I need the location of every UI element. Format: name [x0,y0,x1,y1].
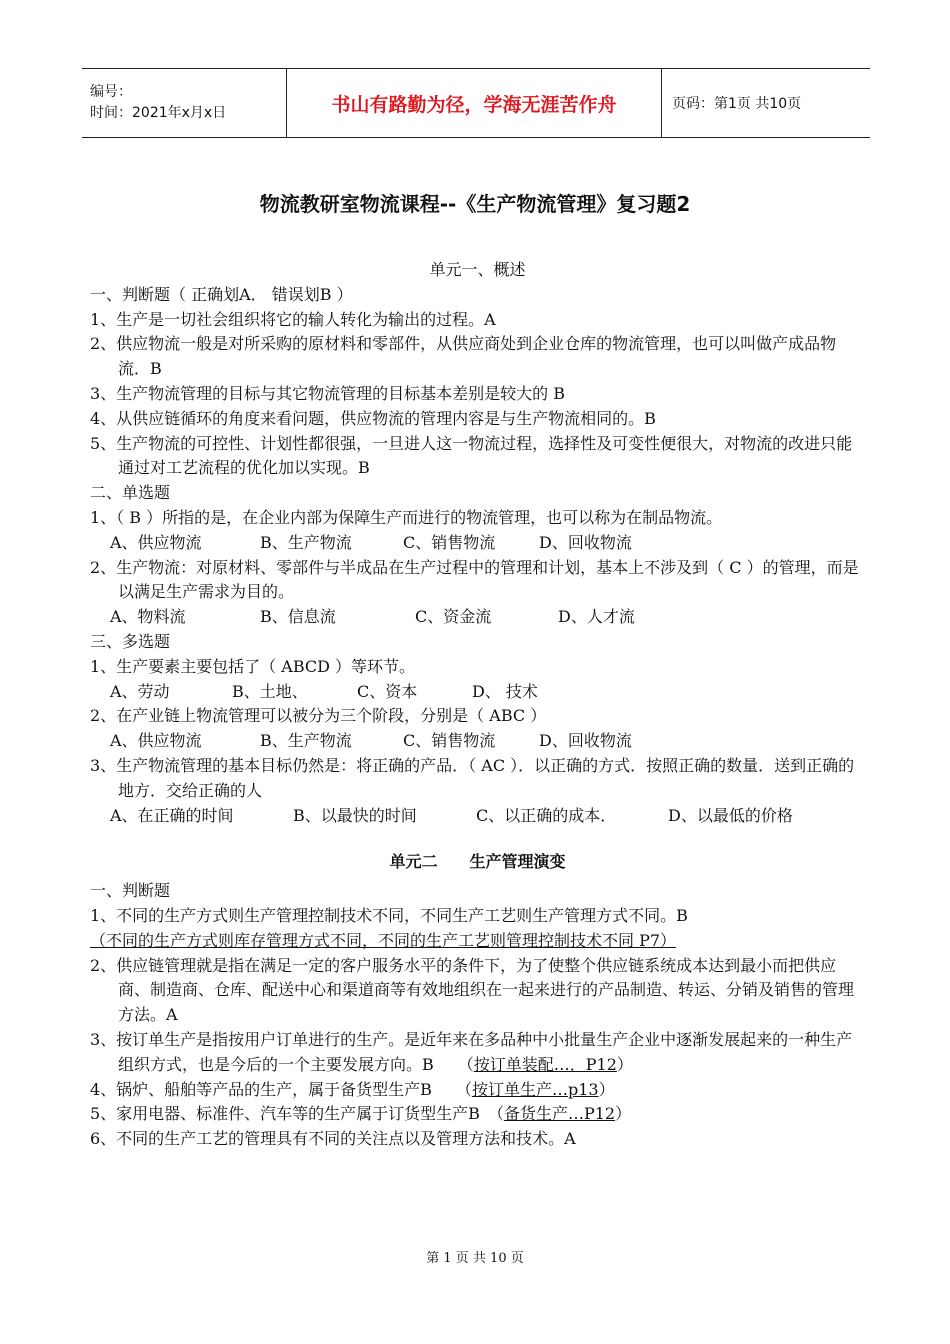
unit1-heading: 单元一、概述 [429,260,526,279]
multi-question-2: 2、在产业链上物流管理可以被分为三个阶段，分别是（ ABC ） [90,706,547,726]
single-question-2: 2、生产物流：对原材料、零部件与半成品在生产过程中的管理和计划，基本上不涉及到（ C ）的管理，而是以满足生产需求为目的。 [90,557,859,602]
date-line: 时间：2021年x月x日 [90,105,227,121]
judge-item-2: 2、供应物流一般是对所采购的原材料和零部件，从供应商处到企业仓库的物流管理，也可以叫做产成品物流．B [90,334,837,379]
option: C、销售物流 [403,731,496,751]
judge-item-1: 1、生产是一切社会组织将它的输人转化为输出的过程。A [90,309,496,329]
option: C、资本 [357,681,418,701]
unit2-item-5-note: 备货生产…P12 [503,1104,616,1124]
unit2-item-1-note: （不同的生产方式则库存管理方式不同，不同的生产工艺则管理控制技术不同 P7） [90,930,677,950]
multi-q3-options [90,804,865,829]
unit2-item-4: 4、锅炉、船舶等产品的生产，属于备货型生产B （按订单生产…p13） [90,1079,615,1099]
option: B、以最快的时间 [293,805,417,825]
multi-question-3: 3、生产物流管理的基本目标仍然是：将正确的产品．（ AC ）．以正确的方式．按照正确的数量．送到正确的地方．交给正确的人 [90,755,855,800]
page-footer: 第 1 页 共 10 页 [426,1251,524,1266]
option: C、以正确的成本． [476,805,617,825]
option: B、生产物流 [260,532,352,552]
option: B、土地、 [232,681,308,701]
header-motto-cell [287,69,662,137]
option: C、销售物流 [403,532,496,552]
document-body [90,258,865,1152]
unit2-heading-number: 单元二 [389,852,438,872]
option: B、生产物流 [260,731,352,751]
page-header [82,68,870,138]
multi-q1-options [90,680,865,705]
judge-item-3: 3、生产物流管理的目标与其它物流管理的目标基本差别是较大的 B [90,383,566,403]
multi-q2-options [90,729,865,754]
option: D、回收物流 [539,731,632,751]
option: A、供应物流 [110,731,202,751]
unit2-item-5: 5、家用电器、标准件、汽车等的生产属于订货型生产B （备货生产…P12） [90,1104,632,1124]
single-question-1: 1、（ B ）所指的是，在企业内部为保障生产而进行的物流管理，也可以称为在制品物流。 [90,507,723,527]
unit2-item-4-note: 按订单生产…p13 [471,1079,599,1099]
unit2-judge-heading: 一、判断题 [90,881,171,901]
page-info: 页码：第1页 共10页 [672,96,802,112]
unit2-item-3-note: 按订单装配…．P12 [473,1054,617,1074]
number-label: 编号： [90,84,132,100]
option: D、以最低的价格 [668,805,793,825]
motto: 书山有路勤为径，学海无涯苦作舟 [331,93,617,116]
multi-choice-heading: 三、多选题 [90,631,171,651]
option: D、 技术 [472,681,538,701]
option: B、信息流 [260,607,336,627]
judge-item-5: 5、生产物流的可控性、计划性都很强，一旦进人这一物流过程，选择性及可变性便很大，对物流的改进只能通过对工艺流程的优化加以实现。B [90,433,853,478]
unit2-item-2: 2、供应链管理就是指在满足一定的客户服务水平的条件下，为了使整个供应链系统成本达到最小而把供应商、制造商、仓库、配送中心和渠道商等有效地组织在一起来进行的产品制造、转运、分销及销售的管理方法。A [90,955,855,1025]
judge-item-4: 4、从供应链循环的角度来看问题，供应物流的管理内容是与生产物流相同的。B [90,408,656,428]
unit2-item-6: 6、不同的生产工艺的管理具有不同的关注点以及管理方法和技术。A [90,1129,576,1149]
unit2-item-4-text: 4、锅炉、船舶等产品的生产，属于备货型生产B [90,1079,432,1099]
unit2-item-3: 3、按订单生产是指按用户订单进行的生产。是近年来在多品种中小批量生产企业中逐渐发展起来的一种生产组织方式，也是今后的一个主要发展方向。B （按订单装配…．P12） [90,1029,853,1074]
judge-heading: 一、判断题（ 正确划A． 错误划B ） [90,284,353,304]
header-left-cell [82,69,287,137]
unit2-item-5-text: 5、家用电器、标准件、汽车等的生产属于订货型生产B [90,1104,480,1124]
unit2-heading [90,850,865,875]
option: C、资金流 [415,607,492,627]
unit2-item-3-text: 3、按订单生产是指按用户订单进行的生产。是近年来在多品种中小批量生产企业中逐渐发展起来的一种生产组织方式，也是今后的一个主要发展方向。B [90,1029,853,1074]
option: A、在正确的时间 [110,805,234,825]
single-q2-options [90,605,865,630]
header-page-cell [662,69,870,137]
option: D、人才流 [558,607,635,627]
single-choice-heading: 二、单选题 [90,483,171,503]
single-q1-options [90,531,865,556]
option: A、劳动 [110,681,170,701]
multi-question-1: 1、生产要素主要包括了（ ABCD ）等环节。 [90,656,416,676]
unit2-item-1: 1、不同的生产方式则生产管理控制技术不同，不同生产工艺则生产管理方式不同。B [90,905,688,925]
document-title: 物流教研室物流课程--《生产物流管理》复习题2 [259,192,691,216]
unit2-heading-title: 生产管理演变 [469,852,566,872]
option: A、物料流 [110,607,186,627]
option: A、供应物流 [110,532,202,552]
option: D、回收物流 [539,532,632,552]
